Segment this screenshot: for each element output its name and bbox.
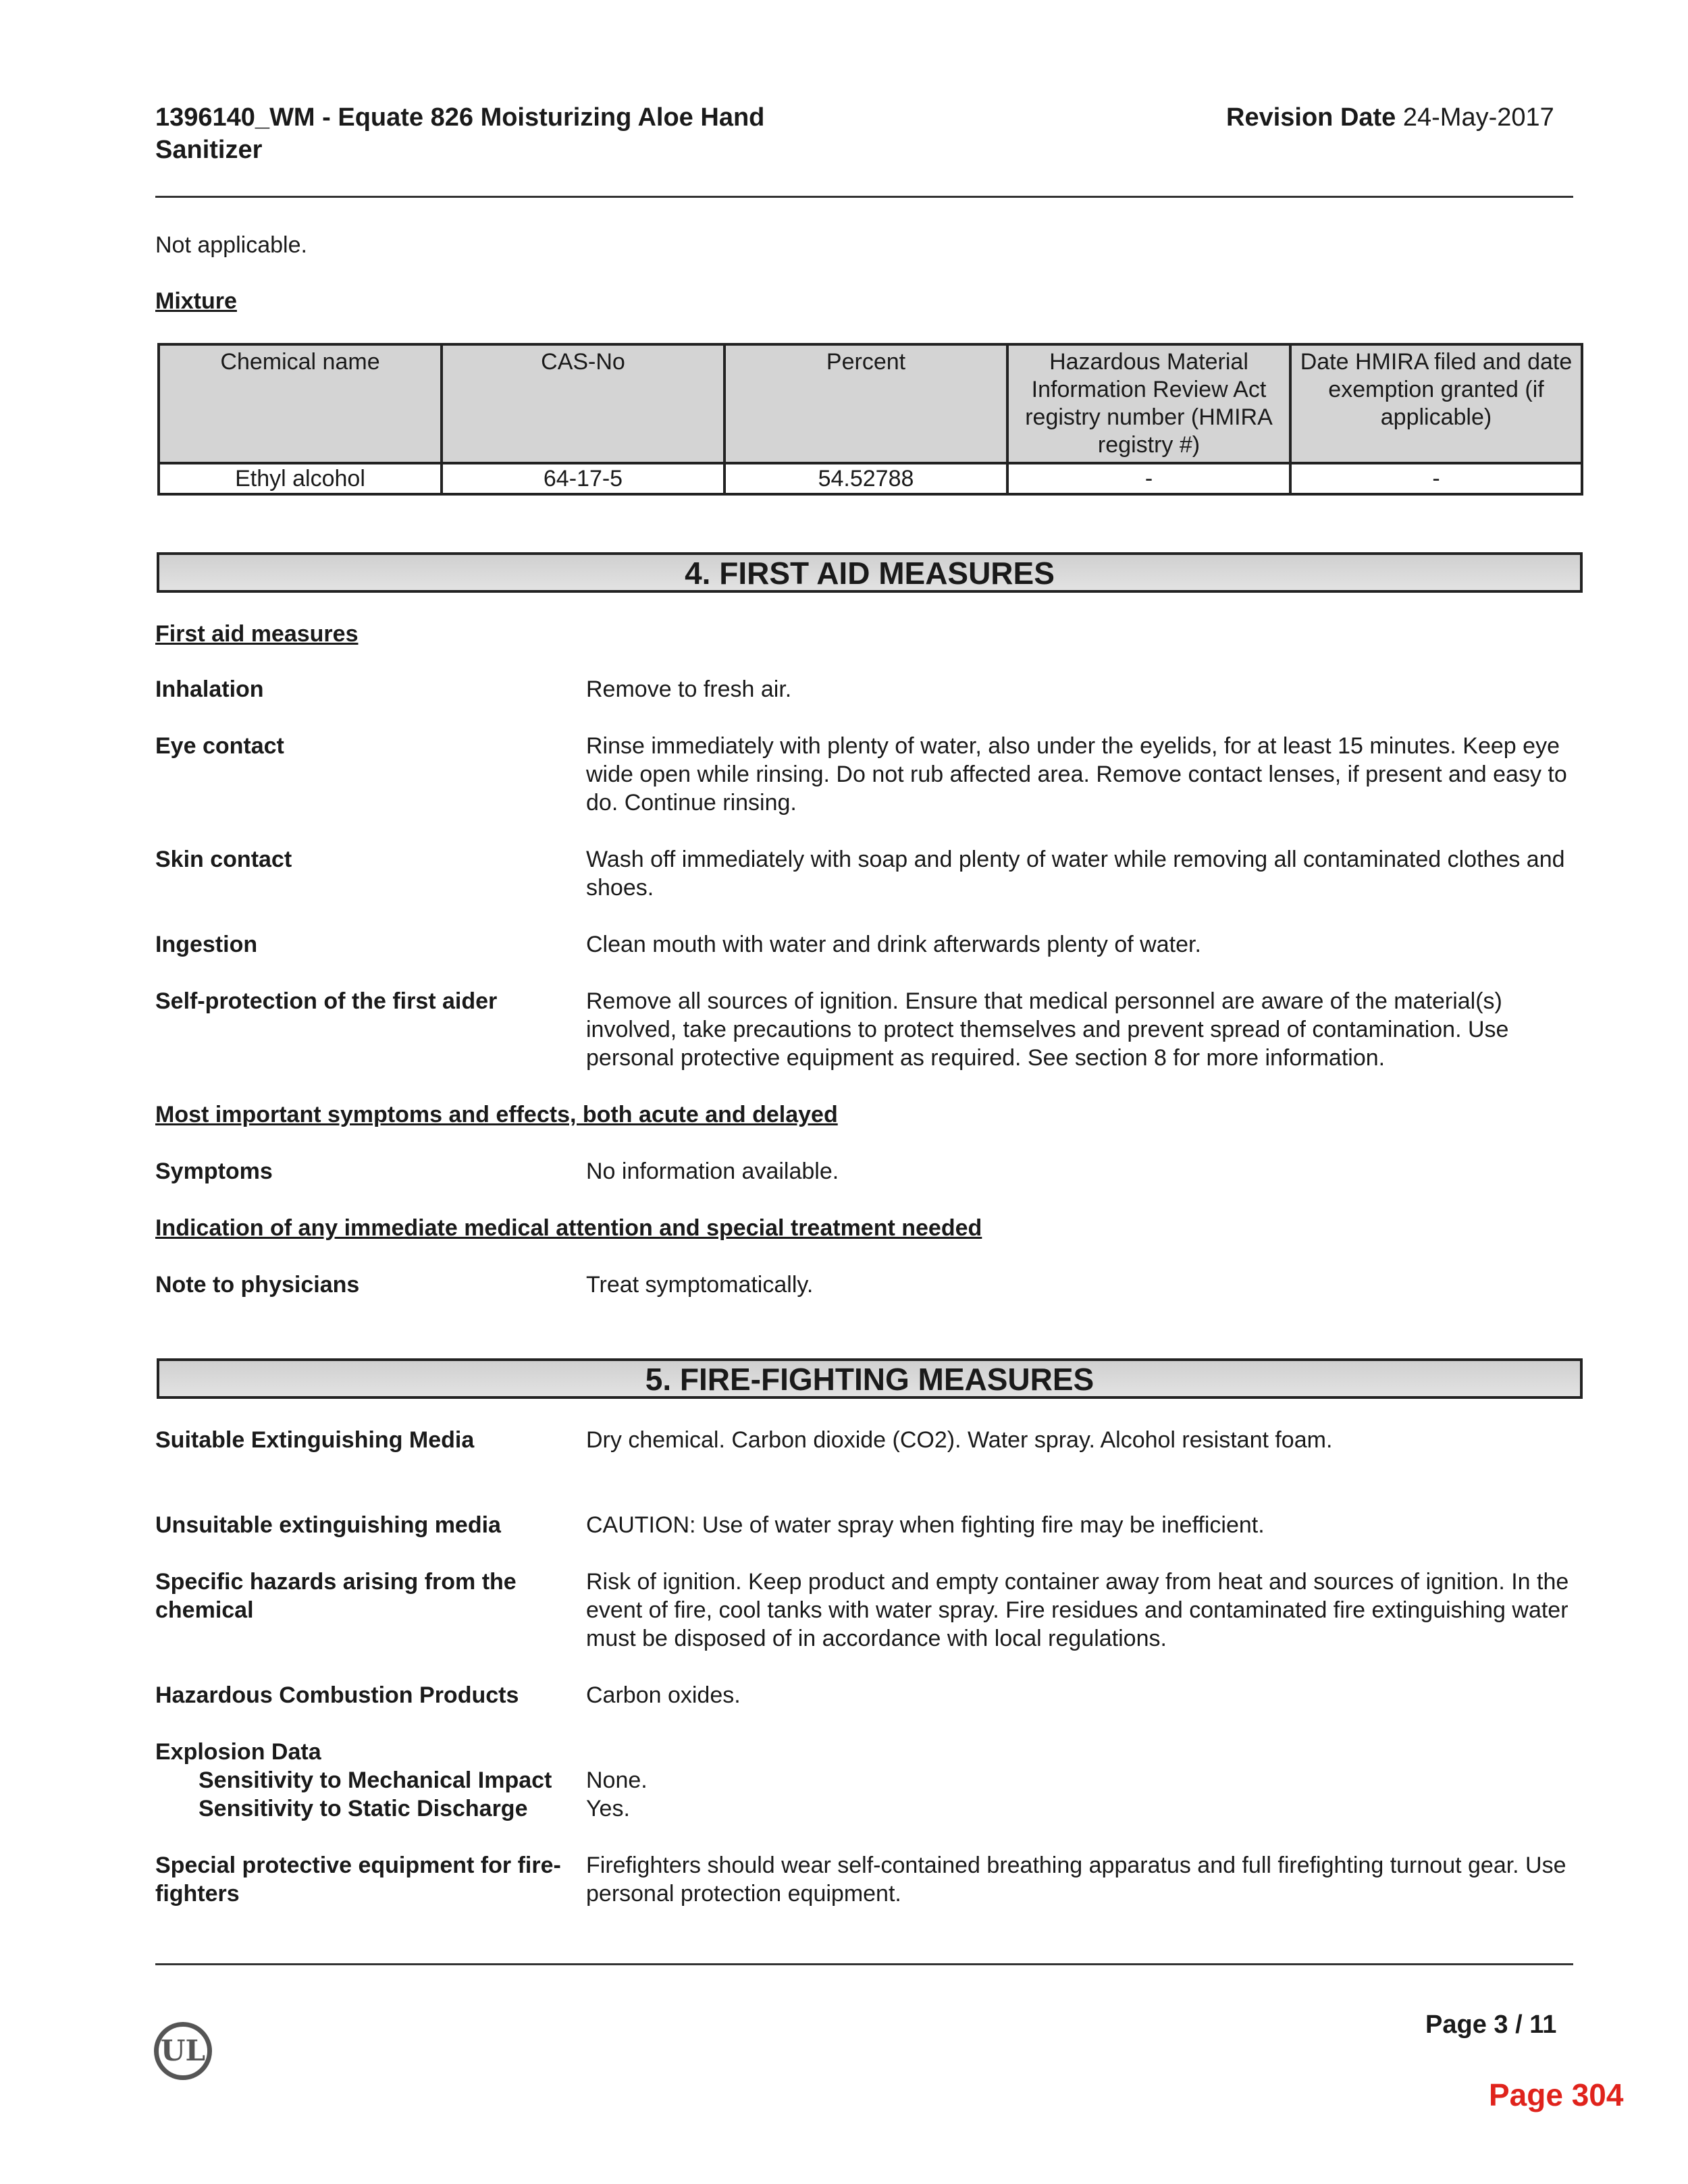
cell-cas-no: 64-17-5 [442, 463, 724, 494]
static-discharge-label: Sensitivity to Static Discharge [199, 1796, 528, 1821]
skin-contact-value: Wash off immediately with soap and plenty of water while removing all contaminated clothes and shoes. [586, 847, 1565, 901]
document-title [155, 101, 764, 166]
revision-date-value: 24-May-2017 [1402, 103, 1554, 132]
col-percent: Percent [724, 344, 1007, 463]
physicians-label: Note to physicians [155, 1272, 360, 1298]
combustion-products-label: Hazardous Combustion Products [155, 1682, 519, 1708]
col-hmira-date: Date HMIRA filed and date exemption granted (if applicable) [1290, 344, 1582, 463]
ingestion-label: Ingestion [155, 932, 258, 957]
col-cas-no: CAS-No [442, 344, 724, 463]
footer-rule [155, 1963, 1573, 1965]
medical-attention-heading: Indication of any immediate medical attention and special treatment needed [155, 1215, 982, 1241]
section-4-title: 4. FIRST AID MEASURES [157, 552, 1583, 593]
cell-hmira-registry: - [1007, 463, 1290, 494]
ppe-label: Special protective equipment for fire-fighters [155, 1853, 561, 1907]
inhalation-value: Remove to fresh air. [586, 676, 792, 702]
cell-chemical-name: Ethyl alcohol [159, 463, 442, 494]
skin-contact-label: Skin contact [155, 847, 292, 872]
cell-hmira-date: - [1290, 463, 1582, 494]
page-number: Page 3 / 11 [1425, 2010, 1557, 2039]
ul-logo-icon: UL [154, 2022, 212, 2080]
mixture-table [157, 343, 1583, 496]
revision-date [1226, 101, 1554, 134]
symptoms-heading: Most important symptoms and effects, both acute and delayed [155, 1102, 838, 1127]
revision-date-label: Revision Date [1226, 103, 1396, 132]
static-discharge-value: Yes. [586, 1796, 630, 1821]
document-title-line1: 1396140_WM - Equate 826 Moisturizing Aloe Hand [155, 103, 765, 132]
table-row [159, 463, 1582, 494]
mechanical-impact-label: Sensitivity to Mechanical Impact [199, 1767, 552, 1793]
unsuitable-media-value: CAUTION: Use of water spray when fighting fire may be inefficient. [586, 1512, 1265, 1538]
page-stamp: Page 304 [1489, 2077, 1624, 2112]
inhalation-label: Inhalation [155, 676, 264, 702]
eye-contact-value: Rinse immediately with plenty of water, also under the eyelids, for at least 15 minutes. Keep eye wide open while rinsing. Do not rub affected area. Remove contact lenses, if present and easy to do. Continue rinsing. [586, 733, 1567, 816]
document-title-line2: Sanitizer [155, 136, 263, 164]
cell-percent: 54.52788 [724, 463, 1007, 494]
suitable-media-label: Suitable Extinguishing Media [155, 1427, 475, 1453]
physicians-value: Treat symptomatically. [586, 1272, 814, 1298]
ingestion-value: Clean mouth with water and drink afterwards plenty of water. [586, 932, 1201, 957]
header-rule [155, 196, 1573, 198]
first-aid-subheading: First aid measures [155, 621, 359, 647]
table-header-row [159, 344, 1582, 463]
section-5-title: 5. FIRE-FIGHTING MEASURES [157, 1358, 1583, 1399]
specific-hazards-value: Risk of ignition. Keep product and empty container away from heat and sources of ignition. In the event of fire, cool tanks with water spray. Fire residues and contaminated fire extinguishing water must be disposed of in accordance with local regulations. [586, 1569, 1569, 1651]
explosion-data-heading: Explosion Data [155, 1739, 321, 1765]
unsuitable-media-label: Unsuitable extinguishing media [155, 1512, 501, 1538]
intro-text: Not applicable. [155, 232, 307, 258]
self-protection-label: Self-protection of the first aider [155, 988, 498, 1014]
self-protection-value: Remove all sources of ignition. Ensure that medical personnel are aware of the material(s) involved, take precautions to protect themselves and prevent spread of contamination. Use personal protective equipment as required. See section 8 for more information. [586, 988, 1509, 1071]
eye-contact-label: Eye contact [155, 733, 284, 759]
suitable-media-value: Dry chemical. Carbon dioxide (CO2). Water spray. Alcohol resistant foam. [586, 1427, 1333, 1453]
specific-hazards-label: Specific hazards arising from the chemical [155, 1569, 517, 1623]
col-chemical-name: Chemical name [159, 344, 442, 463]
ppe-value: Firefighters should wear self-contained breathing apparatus and full firefighting turnout gear. Use personal protection equipment. [586, 1853, 1566, 1907]
combustion-products-value: Carbon oxides. [586, 1682, 741, 1708]
mechanical-impact-value: None. [586, 1767, 648, 1793]
symptoms-value: No information available. [586, 1158, 839, 1184]
mixture-heading: Mixture [155, 288, 237, 314]
col-hmira-registry: Hazardous Material Information Review Act registry number (HMIRA registry #) [1007, 344, 1290, 463]
symptoms-label: Symptoms [155, 1158, 273, 1184]
